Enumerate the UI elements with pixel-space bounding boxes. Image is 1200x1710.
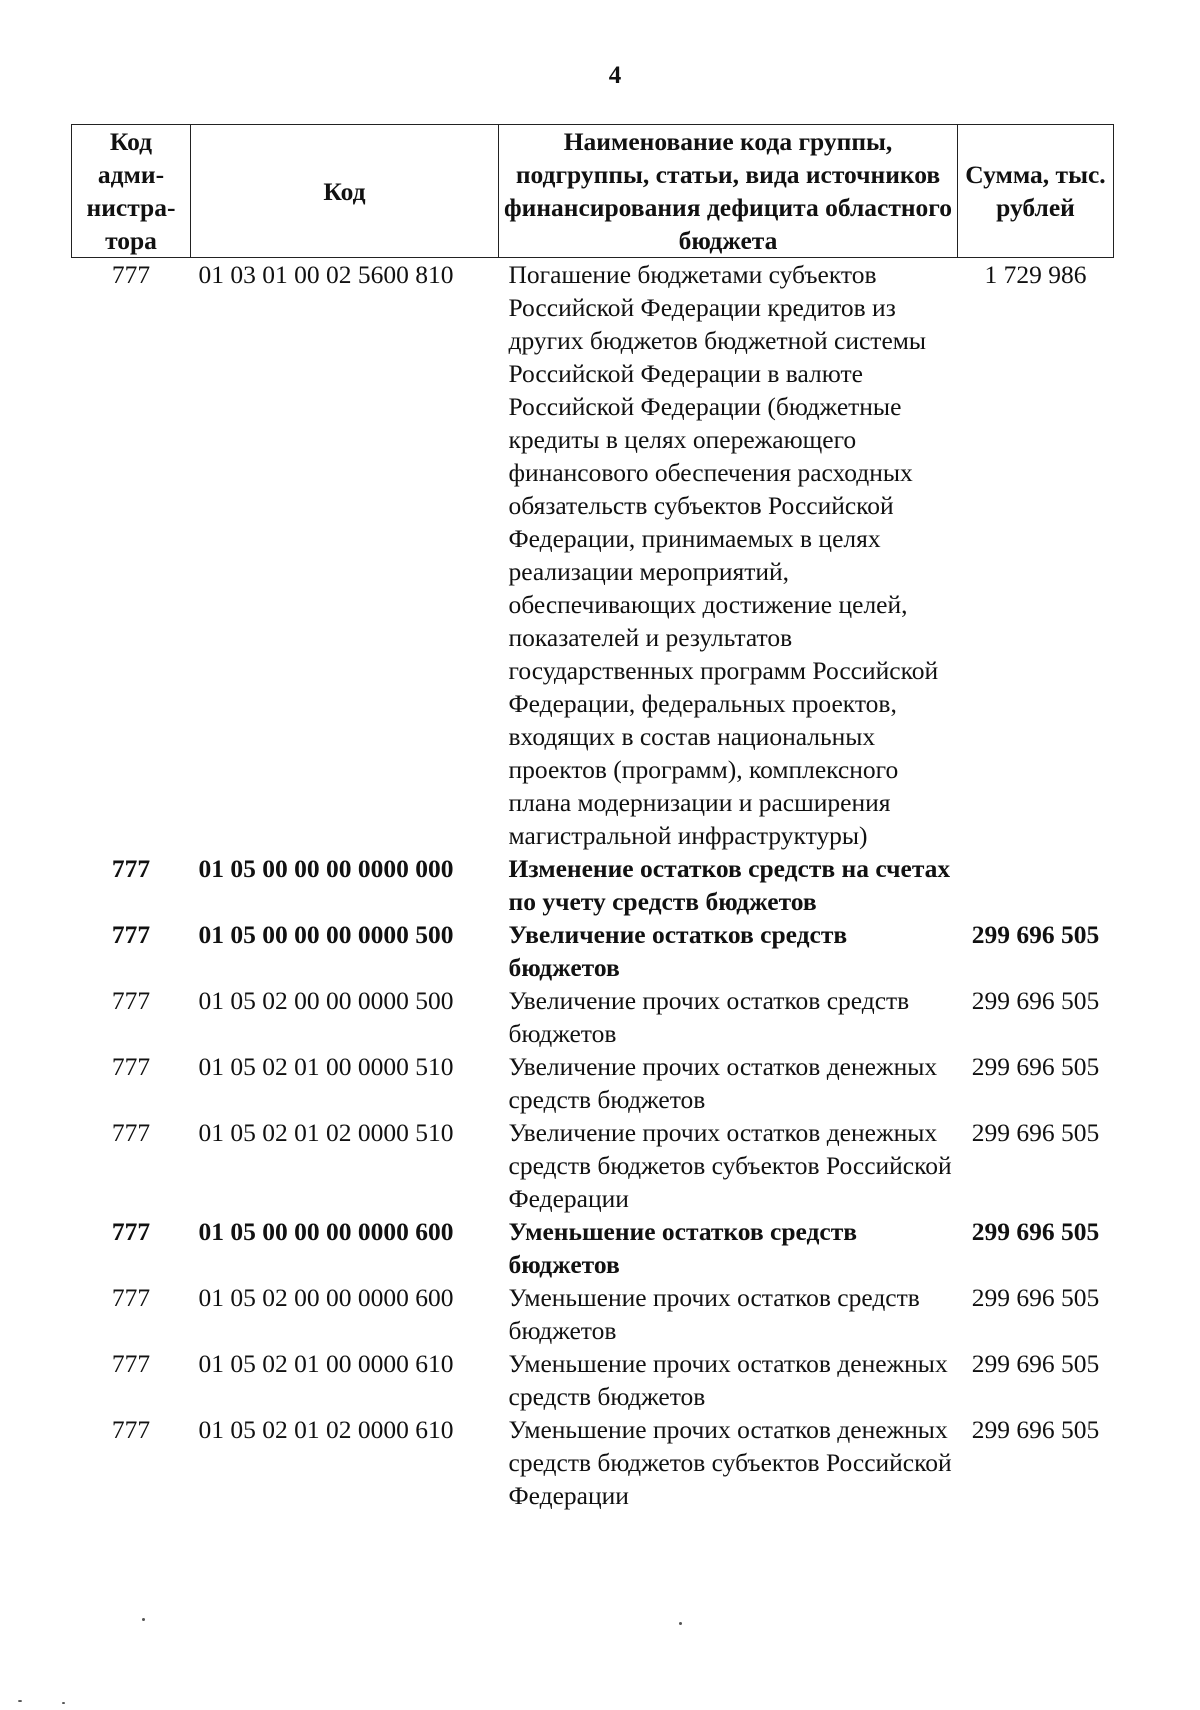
header-row <box>72 125 1114 258</box>
table-row <box>72 984 1114 1050</box>
name-cell: Увеличение прочих остатков денежных средств бюджетов субъектов Российской Федерации <box>508 1118 952 1213</box>
sum-cell: 299 696 505 <box>971 1217 1100 1246</box>
table-row <box>72 1050 1114 1116</box>
code-cell: 01 05 02 01 02 0000 610 <box>198 1415 454 1444</box>
admin-code-cell: 777 <box>111 986 151 1015</box>
table-row <box>72 258 1114 853</box>
sum-cell: 299 696 505 <box>971 920 1100 949</box>
header-name: Наименование кода группы, подгруппы, статьи, вида источников финансирования дефицита областного бюджета <box>499 125 958 258</box>
sum-cell: 299 696 505 <box>971 1283 1100 1312</box>
name-cell: Погашение бюджетами субъектов Российской Федерации кредитов из других бюджетов бюджетной системы Российской Федерации в валюте Российской Федерации (бюджетные кредиты в целях опережающего финансового обеспечения расходных обязательств субъектов Российской Федерации, принимаемых в целях реализации мероприятий, обеспечивающих достижение целей, показателей и результатов государственных программ Российской Федерации, федеральных проектов, входящих в состав национальных проектов (программ), комплексного плана модернизации и расширения магистральной инфраструктуры) <box>508 260 939 850</box>
budget-sources-table <box>71 124 1114 1512</box>
admin-code-cell: 777 <box>111 920 151 949</box>
table-body <box>72 258 1114 1513</box>
admin-code-cell: 777 <box>111 1217 151 1246</box>
name-cell: Уменьшение прочих остатков денежных средств бюджетов <box>508 1349 948 1411</box>
admin-code-cell: 777 <box>111 1283 151 1312</box>
code-cell: 01 05 00 00 00 0000 500 <box>198 920 454 949</box>
sum-cell: 1 729 986 <box>984 260 1087 289</box>
sum-cell: 299 696 505 <box>971 1415 1100 1444</box>
sum-cell <box>958 852 1114 918</box>
table-row <box>72 1413 1114 1512</box>
code-cell: 01 05 02 01 02 0000 510 <box>198 1118 454 1147</box>
header-admin-code: Код адми-нистра-тора <box>72 125 191 258</box>
sum-cell: 299 696 505 <box>971 1118 1100 1147</box>
table-row <box>72 918 1114 984</box>
header-sum: Сумма, тыс. рублей <box>958 125 1114 258</box>
admin-code-cell: 777 <box>111 260 151 289</box>
code-cell: 01 05 00 00 00 0000 600 <box>198 1217 454 1246</box>
admin-code-cell: 777 <box>111 1349 151 1378</box>
code-cell: 01 05 02 00 00 0000 500 <box>198 986 454 1015</box>
code-cell: 01 03 01 00 02 5600 810 <box>198 260 454 289</box>
name-cell: Увеличение остатков средств бюджетов <box>508 920 848 982</box>
code-cell: 01 05 02 01 00 0000 510 <box>198 1052 454 1081</box>
header-code: Код <box>191 125 499 258</box>
sum-cell: 299 696 505 <box>971 1349 1100 1378</box>
sum-cell: 299 696 505 <box>971 1052 1100 1081</box>
name-cell: Изменение остатков средств на счетах по учету средств бюджетов <box>508 854 951 916</box>
table-row <box>72 1116 1114 1215</box>
table-row <box>72 1347 1114 1413</box>
scan-speck <box>679 1622 682 1625</box>
code-cell: 01 05 02 00 00 0000 600 <box>198 1283 454 1312</box>
name-cell: Увеличение прочих остатков средств бюджетов <box>508 986 910 1048</box>
sum-cell: 299 696 505 <box>971 986 1100 1015</box>
scan-speck <box>142 1618 145 1621</box>
name-cell: Уменьшение остатков средств бюджетов <box>508 1217 858 1279</box>
table-row <box>72 1215 1114 1281</box>
name-cell: Увеличение прочих остатков денежных средств бюджетов <box>508 1052 938 1114</box>
scan-speck <box>62 1702 65 1704</box>
admin-code-cell: 777 <box>111 854 151 883</box>
code-cell: 01 05 00 00 00 0000 000 <box>198 854 454 883</box>
code-cell: 01 05 02 01 00 0000 610 <box>198 1349 454 1378</box>
admin-code-cell: 777 <box>111 1415 151 1444</box>
page-number: 4 <box>608 62 622 89</box>
name-cell: Уменьшение прочих остатков денежных средств бюджетов субъектов Российской Федерации <box>508 1415 952 1510</box>
table-header <box>72 125 1114 258</box>
table-row <box>72 852 1114 918</box>
admin-code-cell: 777 <box>111 1052 151 1081</box>
scan-speck <box>18 1700 22 1702</box>
name-cell: Уменьшение прочих остатков средств бюджетов <box>508 1283 920 1345</box>
admin-code-cell: 777 <box>111 1118 151 1147</box>
table-row <box>72 1281 1114 1347</box>
